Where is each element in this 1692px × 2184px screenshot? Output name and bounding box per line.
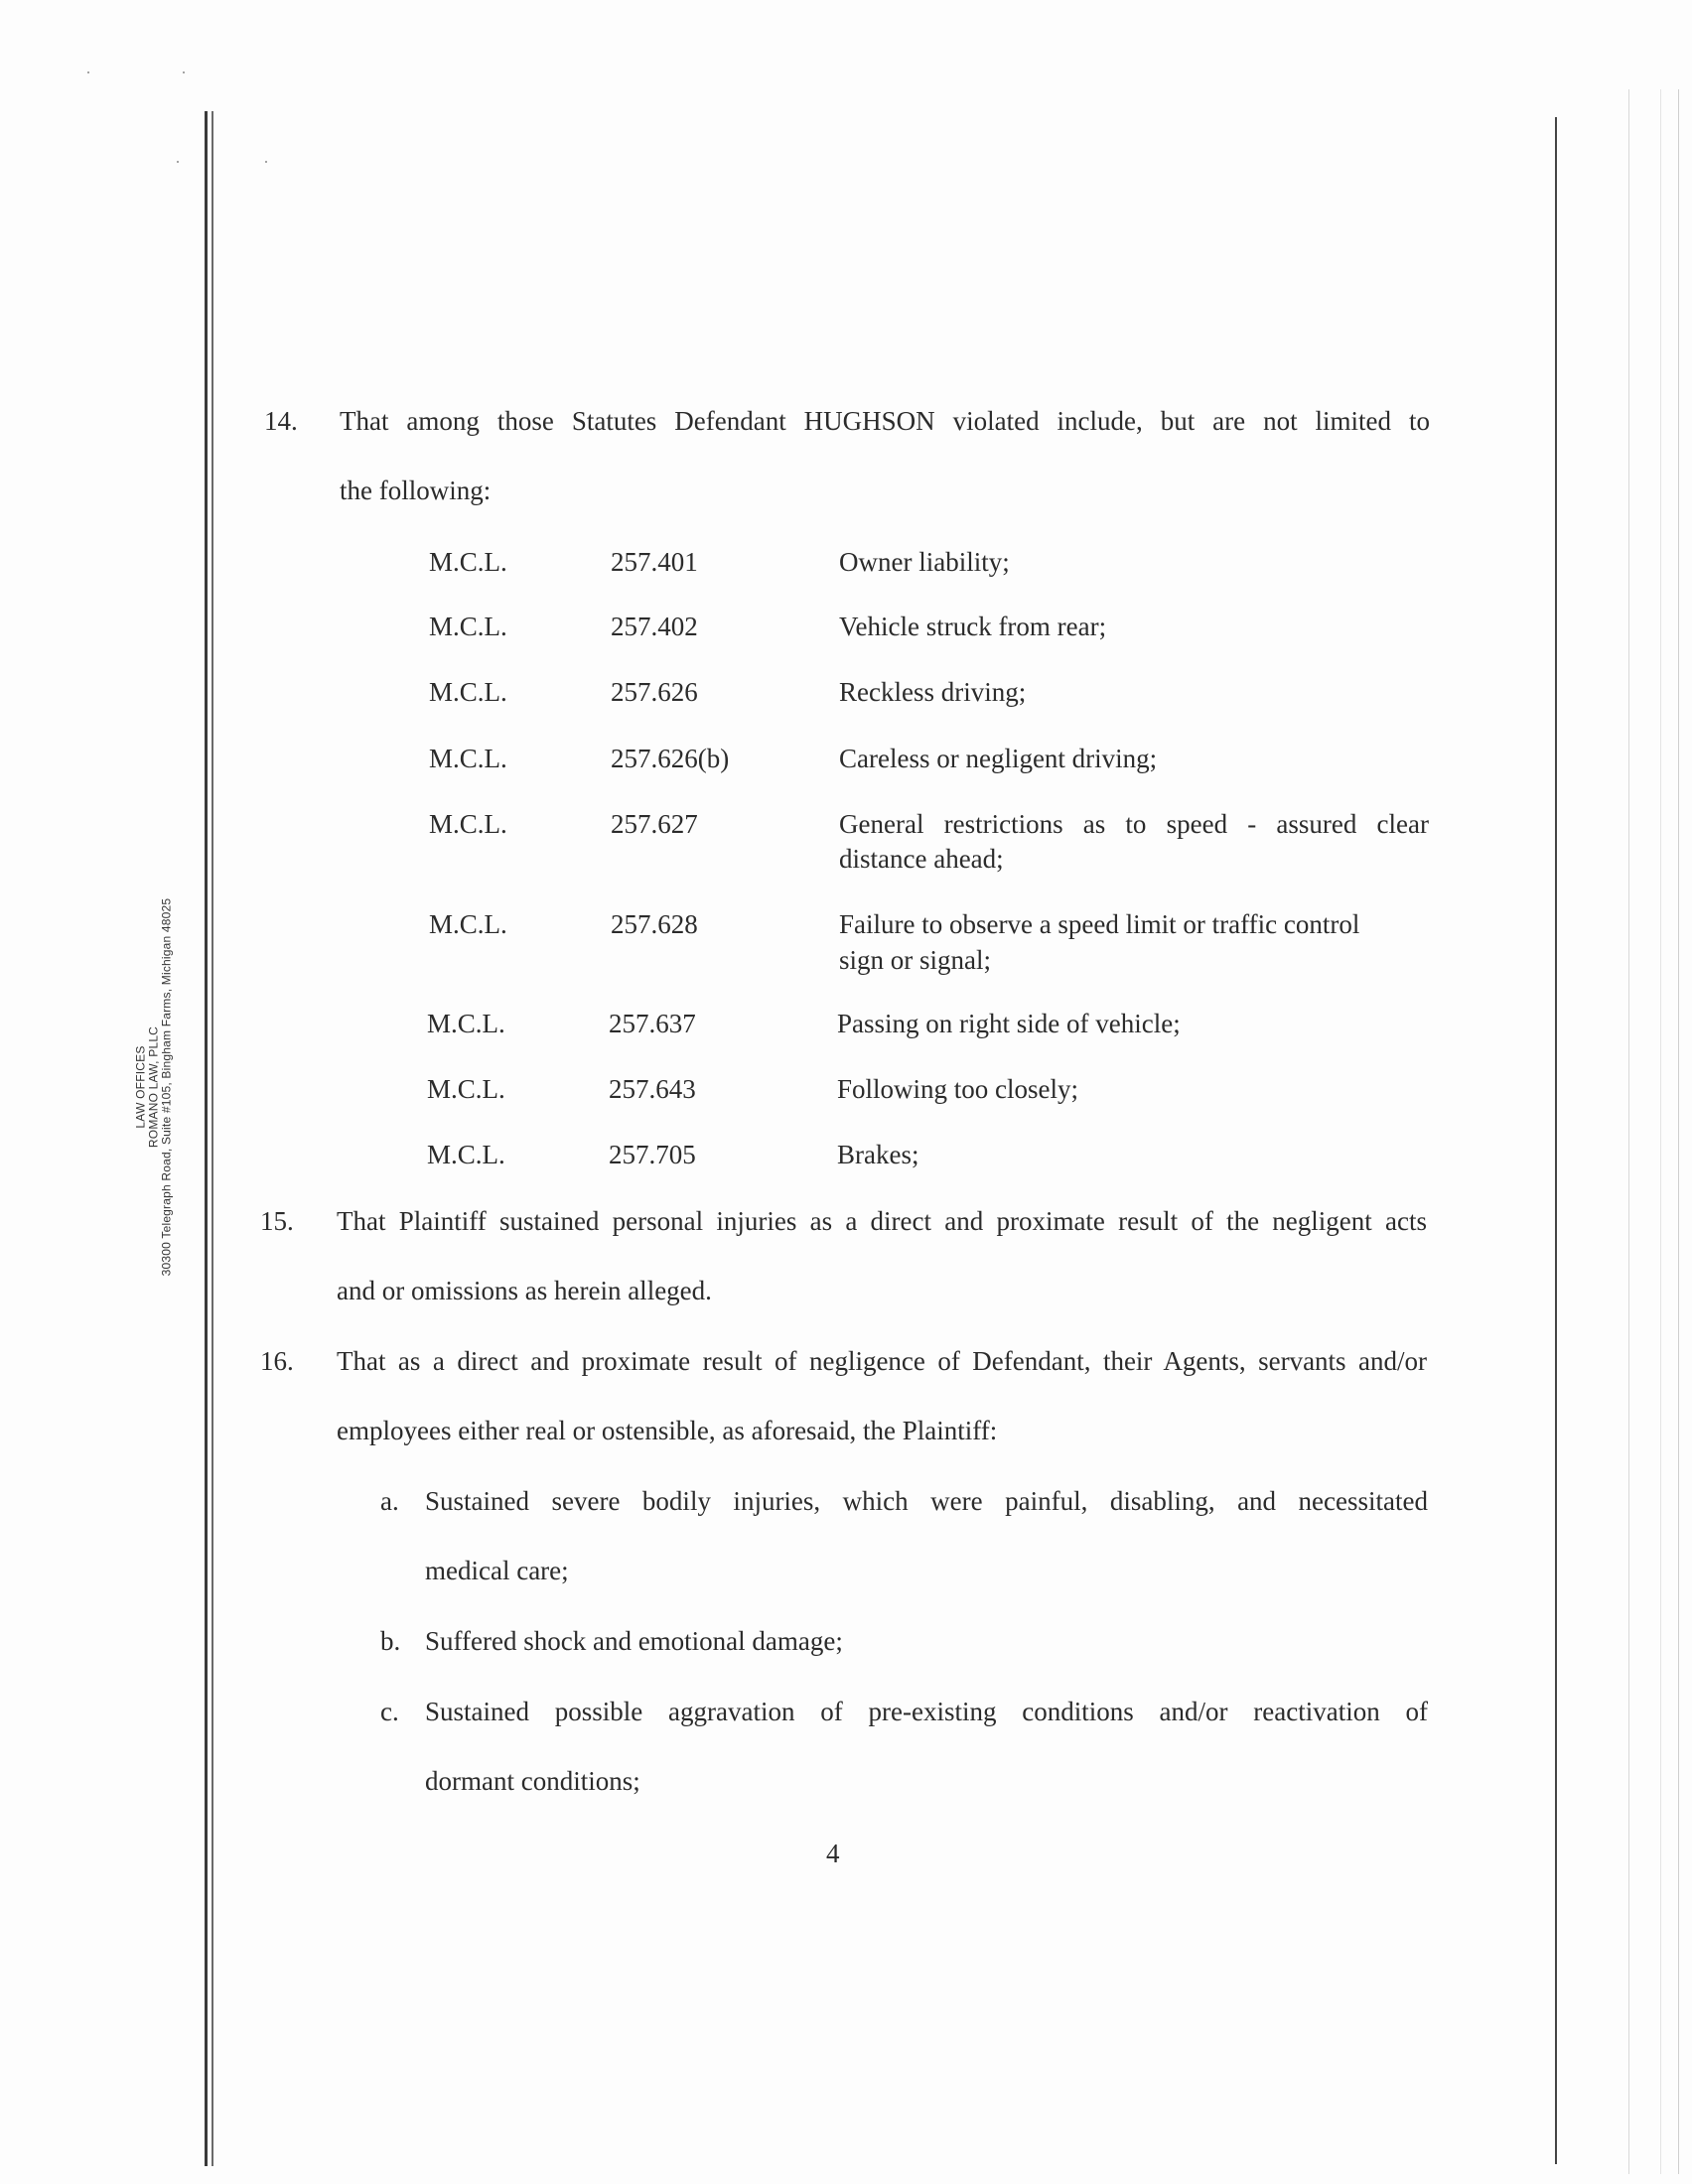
paragraph-15-line-1: That Plaintiff sustained personal injuries as a direct and proximate result of the negligent acts: [337, 1206, 1427, 1236]
right-margin-rule: [1555, 117, 1557, 2164]
paragraph-14-number: 14.: [264, 406, 298, 436]
letterhead-line-2: ROMANO LAW, PLLC: [146, 1025, 161, 1149]
subitem-line-2: dormant conditions;: [425, 1766, 640, 1796]
scan-speck: [265, 161, 267, 163]
statute-code: M.C.L.: [427, 1009, 505, 1038]
letterhead-line-1: LAW OFFICES: [133, 1045, 148, 1129]
statute-section: 257.627: [611, 809, 698, 839]
statute-code: M.C.L.: [429, 612, 507, 641]
statute-description: Brakes;: [837, 1140, 919, 1169]
statute-description: Following too closely;: [837, 1074, 1078, 1104]
statute-section: 257.637: [609, 1009, 696, 1038]
scan-edge-line: [1660, 89, 1661, 2174]
statute-description: Failure to observe a speed limit or traffic control: [839, 909, 1360, 939]
paragraph-16-number: 16.: [260, 1346, 294, 1376]
statute-section: 257.628: [611, 909, 698, 939]
statute-code: M.C.L.: [429, 744, 507, 773]
statute-section: 257.402: [611, 612, 698, 641]
statute-description: Reckless driving;: [839, 677, 1027, 707]
statute-section: 257.401: [611, 547, 698, 577]
scan-edge-line: [1628, 89, 1629, 2174]
paragraph-16-line-1: That as a direct and proximate result of negligence of Defendant, their Agents, servants and/or: [337, 1346, 1427, 1376]
scan-speck: [87, 71, 89, 73]
scan-speck: [183, 71, 185, 73]
statute-description: Careless or negligent driving;: [839, 744, 1158, 773]
scan-edge-line: [1678, 89, 1679, 2174]
subitem-line-1: Sustained severe bodily injuries, which were painful, disabling, and necessitated: [425, 1486, 1428, 1516]
statute-code: M.C.L.: [429, 547, 507, 577]
statute-description: Passing on right side of vehicle;: [837, 1009, 1181, 1038]
subitem-line-1: Sustained possible aggravation of pre-existing conditions and/or reactivation of: [425, 1697, 1428, 1726]
statute-description: General restrictions as to speed - assured clear: [839, 809, 1429, 839]
statute-description: Owner liability;: [839, 547, 1010, 577]
statute-code: M.C.L.: [429, 909, 507, 939]
statute-section: 257.626(b): [611, 744, 730, 773]
letterhead-line-3: 30300 Telegraph Road, Suite #105, Bingham Farms, Michigan 48025: [159, 897, 174, 1277]
statute-description-cont: distance ahead;: [839, 844, 1004, 874]
left-margin-rule-inner: [212, 111, 213, 2166]
subitem-letter: b.: [380, 1626, 401, 1656]
statute-code: M.C.L.: [427, 1140, 505, 1169]
subitem-line-1: Suffered shock and emotional damage;: [425, 1626, 843, 1656]
left-margin-rule: [205, 111, 208, 2166]
statute-code: M.C.L.: [427, 1074, 505, 1104]
statute-section: 257.705: [609, 1140, 696, 1169]
statute-description: Vehicle struck from rear;: [839, 612, 1107, 641]
paragraph-14-line-1: That among those Statutes Defendant HUGHSON violated include, but are not limited to: [340, 406, 1430, 436]
statute-section: 257.643: [609, 1074, 696, 1104]
statute-code: M.C.L.: [429, 677, 507, 707]
statute-section: 257.626: [611, 677, 698, 707]
scan-speck: [177, 161, 179, 163]
paragraph-15-number: 15.: [260, 1206, 294, 1236]
page-number: 4: [826, 1839, 840, 1868]
subitem-letter: c.: [380, 1697, 399, 1726]
statute-code: M.C.L.: [429, 809, 507, 839]
statute-description-cont: sign or signal;: [839, 945, 991, 975]
paragraph-15-line-2: and or omissions as herein alleged.: [337, 1276, 712, 1305]
subitem-letter: a.: [380, 1486, 399, 1516]
subitem-line-2: medical care;: [425, 1556, 569, 1585]
paragraph-16-line-2: employees either real or ostensible, as aforesaid, the Plaintiff:: [337, 1416, 998, 1445]
paragraph-14-line-2: the following:: [340, 476, 492, 505]
